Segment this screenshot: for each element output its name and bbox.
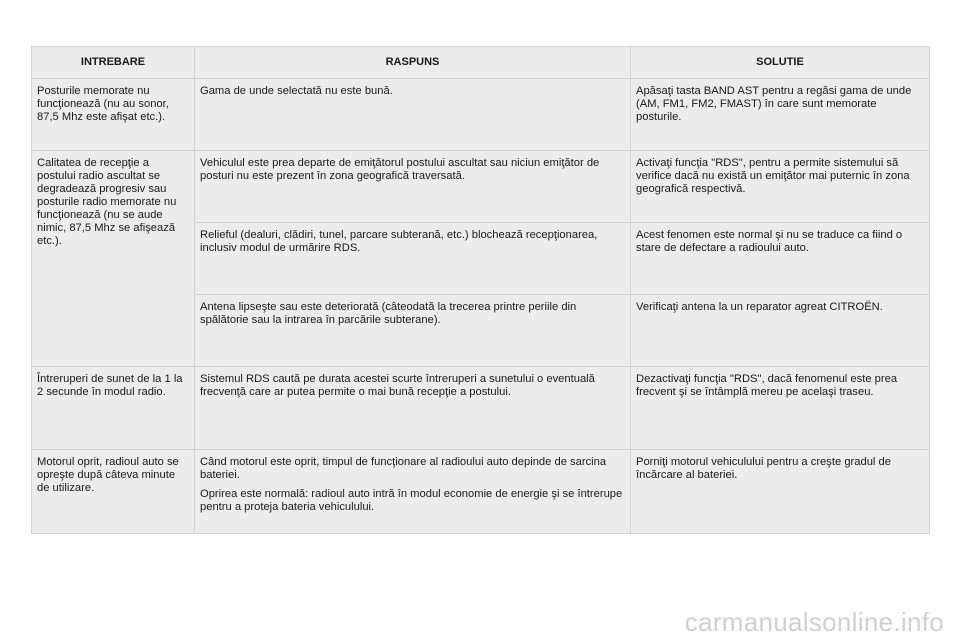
- question-cell: Întreruperi de sunet de la 1 la 2 secunde în modul radio.: [32, 367, 195, 450]
- question-cell: Motorul oprit, radioul auto se opreşte după câteva minute de utilizare.: [32, 450, 195, 534]
- header-answer: RASPUNS: [195, 47, 631, 79]
- header-question: INTREBARE: [32, 47, 195, 79]
- solution-cell: Activaţi funcţia "RDS", pentru a permite sistemului să verifice dacă nu există un emiţător mai puternic în zona geografică respectivă.: [631, 151, 930, 223]
- answer-cell: [195, 367, 631, 450]
- solution-cell: Apăsaţi tasta BAND AST pentru a regăsi gama de unde (AM, FM1, FM2, FMAST) în care sunt memorate posturile.: [631, 79, 930, 151]
- table-row: [32, 79, 930, 151]
- table-header-row: [32, 47, 930, 79]
- answer-text: Vehiculul este prea departe de emiţătorul postului ascultat sau niciun emiţător de posturi nu este prezent în zona geografică traversată.: [200, 157, 600, 182]
- answer-cell: [195, 295, 631, 367]
- answer-text: Când motorul este oprit, timpul de funcţionare al radioului auto depinde de sarcina bateriei.: [200, 456, 607, 481]
- table-row: [32, 450, 930, 534]
- answer-text: Gama de unde selectată nu este bună.: [200, 85, 393, 97]
- answer-cell: [195, 223, 631, 295]
- answer-text: Sistemul RDS caută pe durata acestei scurte întreruperi a sunetului o eventuală frecvenţă care ar putea permite o mai bună recepţie a postului.: [200, 373, 595, 398]
- table-row: [32, 367, 930, 450]
- question-cell: Calitatea de recepţie a postului radio ascultat se degradează progresiv sau posturile radio memorate nu funcţionează (nu se aude nimic, 87,5 Mhz se afişează etc.).: [32, 151, 195, 367]
- answer-cell: [195, 151, 631, 223]
- answer-text: Antena lipseşte sau este deteriorată (câteodată la trecerea printre periile din spălătorie sau la intrarea în parcările subterane).: [200, 301, 577, 326]
- answer-cell: [195, 450, 631, 534]
- table-row: [32, 151, 930, 223]
- answer-cell: [195, 79, 631, 151]
- solution-cell: Porniţi motorul vehiculului pentru a creşte gradul de încărcare al bateriei.: [631, 450, 930, 534]
- header-solution: SOLUTIE: [631, 47, 930, 79]
- question-cell: Posturile memorate nu funcţionează (nu au sonor, 87,5 Mhz este afişat etc.).: [32, 79, 195, 151]
- solution-cell: Acest fenomen este normal şi nu se traduce ca fiind o stare de defectare a radioului auto.: [631, 223, 930, 295]
- answer-text: Oprirea este normală: radioul auto intră în modul economie de energie şi se întrerupe pentru a proteja bateria vehiculului.: [200, 488, 623, 513]
- solution-cell: Dezactivaţi funcţia "RDS", dacă fenomenul este prea frecvent şi se întâmplă mereu pe acelaşi traseu.: [631, 367, 930, 450]
- troubleshooting-table: [31, 46, 930, 534]
- watermark-text: carmanualsonline.info: [684, 607, 944, 637]
- answer-text: Relieful (dealuri, clădiri, tunel, parcare subterană, etc.) blochează recepţionarea, inclusiv modul de urmărire RDS.: [200, 229, 598, 254]
- solution-cell: Verificaţi antena la un reparator agreat CITROËN.: [631, 295, 930, 367]
